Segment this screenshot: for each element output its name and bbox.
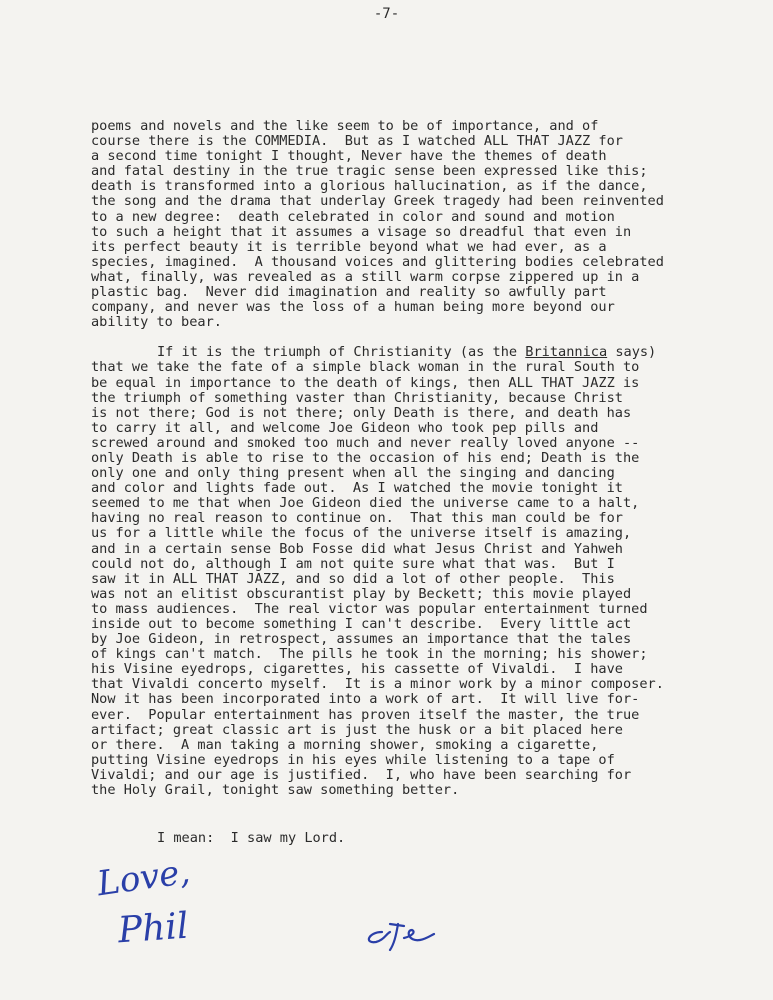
text-line: inside out to become something I can't describe. Every little act bbox=[91, 616, 632, 632]
text-fragment: If it is the triumph of Christianity (as the bbox=[157, 344, 526, 361]
text-line: to mass audiences. The real victor was popular entertainment turned bbox=[91, 600, 648, 617]
text-line: ability to bear. bbox=[91, 314, 222, 331]
paragraph-2 bbox=[91, 345, 761, 798]
text-line: by Joe Gideon, in retrospect, assumes an importance that the tales bbox=[91, 631, 632, 648]
text-line: screwed around and smoked too much and never really loved anyone -- bbox=[91, 434, 640, 451]
page-number: -7- bbox=[373, 6, 400, 22]
text-line: only Death is able to rise to the occasion of his end; Death is the bbox=[91, 449, 640, 466]
text-line: its perfect beauty it is terrible beyond what we had ever, as a bbox=[91, 238, 607, 255]
text-line: be equal in importance to the death of kings, then ALL THAT JAZZ is bbox=[91, 374, 640, 391]
text-line: or there. A man taking a morning shower, smoking a cigarette, bbox=[91, 736, 599, 753]
text-line: species, imagined. A thousand voices and glittering bodies celebrated bbox=[91, 253, 664, 270]
paragraph-2-first-line bbox=[91, 345, 761, 360]
text-line: course there is the COMMEDIA. But as I watched ALL THAT JAZZ for bbox=[91, 133, 623, 150]
text-line: to a new degree: death celebrated in color and sound and motion bbox=[91, 208, 615, 225]
text-line: the Holy Grail, tonight saw something better. bbox=[91, 782, 460, 799]
signature-name: Phil bbox=[116, 905, 190, 952]
closing-line: I mean: I saw my Lord. bbox=[157, 830, 346, 846]
text-line: only one and only thing present when all the singing and dancing bbox=[91, 465, 615, 482]
text-line: a second time tonight I thought, Never have the themes of death bbox=[91, 148, 607, 165]
text-line: could not do, although I am not quite sure what that was. But I bbox=[91, 555, 615, 572]
text-line: of kings can't match. The pills he took in the morning; his shower; bbox=[91, 646, 648, 663]
text-line: the triumph of something vaster than Christianity, because Christ bbox=[91, 389, 623, 406]
text-line: that we take the fate of a simple black woman in the rural South to bbox=[91, 359, 640, 376]
text-line: putting Visine eyedrops in his eyes while listening to a tape of bbox=[91, 751, 615, 768]
text-line: death is transformed into a glorious hallucination, as if the dance, bbox=[91, 178, 648, 195]
text-line: seemed to me that when Joe Gideon died the universe came to a halt, bbox=[91, 495, 640, 512]
text-line: was not an elitist obscurantist play by Beckett; this movie played bbox=[91, 585, 632, 602]
text-line: us for a little while the focus of the universe itself is amazing, bbox=[91, 525, 632, 542]
text-line: and color and lights fade out. As I watched the movie tonight it bbox=[91, 480, 623, 497]
signature-love: Love, bbox=[94, 851, 193, 905]
text-line: poems and novels and the like seem to be of importance, and of bbox=[91, 118, 599, 134]
text-line: having no real reason to continue on. That this man could be for bbox=[91, 510, 623, 527]
letter-body bbox=[91, 119, 761, 798]
text-line: what, finally, was revealed as a still warm corpse zippered up in a bbox=[91, 268, 640, 285]
text-line: plastic bag. Never did imagination and reality so awfully part bbox=[91, 284, 607, 301]
text-line: and in a certain sense Bob Fosse did what Jesus Christ and Yahweh bbox=[91, 540, 623, 557]
paragraph-1 bbox=[91, 119, 761, 330]
text-line: ever. Popular entertainment has proven itself the master, the true bbox=[91, 706, 640, 723]
text-line: that Vivaldi concerto myself. It is a minor work by a minor composer. bbox=[91, 676, 664, 693]
text-line: and fatal destiny in the true tragic sense been expressed like this; bbox=[91, 163, 648, 180]
britannica-title: Britannica bbox=[525, 344, 608, 361]
text-line: company, and never was the loss of a human being more beyond our bbox=[91, 299, 615, 316]
text-line: is not there; God is not there; only Death is there, and death has bbox=[91, 404, 632, 421]
text-fragment: says) bbox=[607, 344, 657, 361]
text-line: to carry it all, and welcome Joe Gideon who took pep pills and bbox=[91, 419, 599, 436]
text-line: his Visine eyedrops, cigarettes, his cassette of Vivaldi. I have bbox=[91, 661, 623, 678]
text-line: the song and the drama that underlay Greek tragedy had been reinvented bbox=[91, 193, 664, 210]
text-line: Vivaldi; and our age is justified. I, who have been searching for bbox=[91, 766, 632, 783]
text-line: Now it has been incorporated into a work of art. It will live for- bbox=[91, 691, 640, 708]
text-line: to such a height that it assumes a visage so dreadful that even in bbox=[91, 223, 632, 240]
signature-scrawl-icon bbox=[360, 918, 450, 962]
text-line: artifact; great classic art is just the husk or a bit placed here bbox=[91, 721, 623, 738]
text-line: saw it in ALL THAT JAZZ, and so did a lot of other people. This bbox=[91, 570, 615, 587]
